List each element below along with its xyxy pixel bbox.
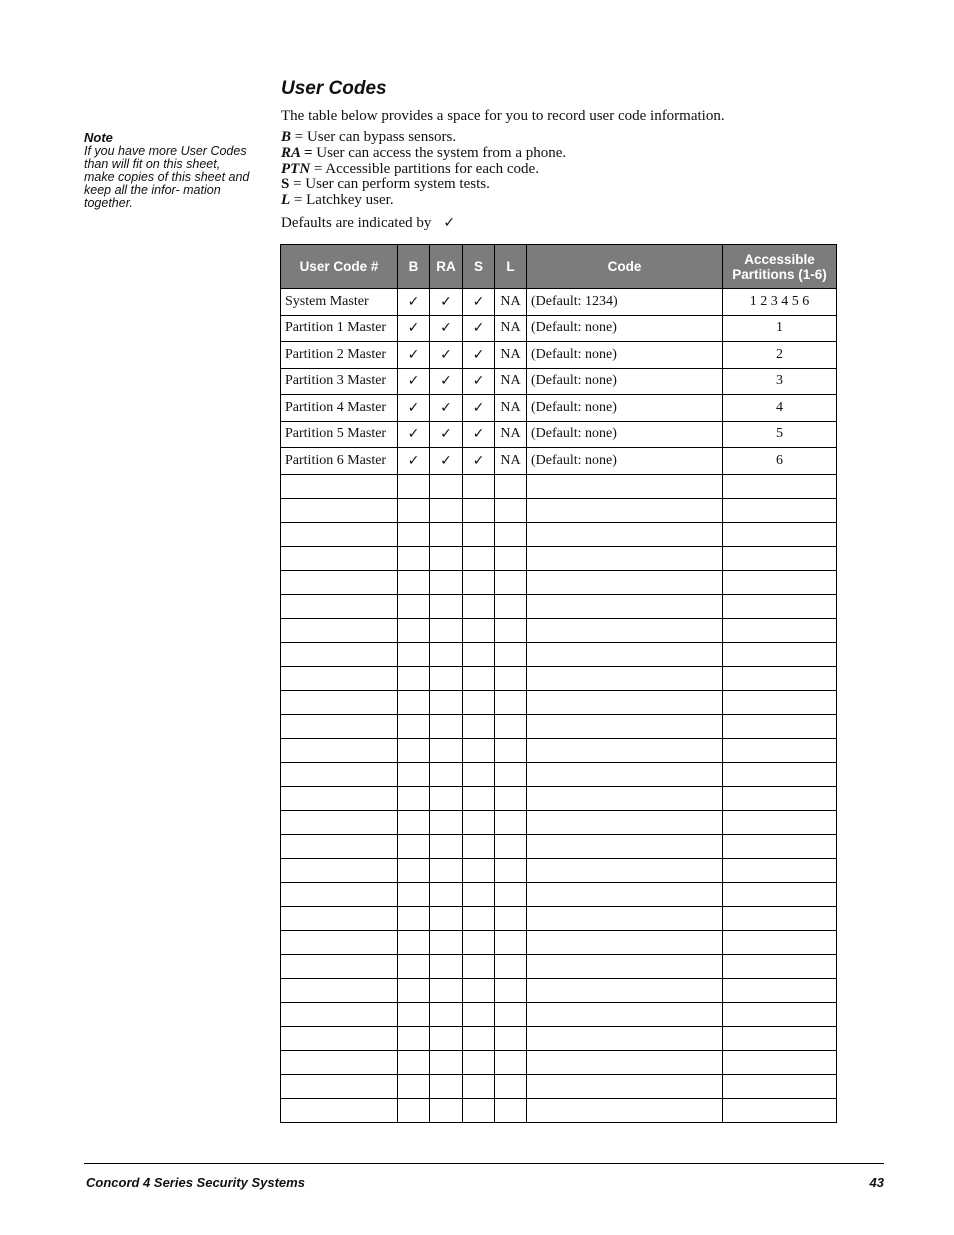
blank-cell-l[interactable] [495, 690, 527, 714]
blank-cell-ra[interactable] [430, 906, 463, 930]
blank-cell-user[interactable] [281, 906, 398, 930]
blank-cell-user[interactable] [281, 738, 398, 762]
blank-cell-ra[interactable] [430, 474, 463, 498]
blank-cell-code[interactable] [527, 498, 723, 522]
legend-item-l: L = Latchkey user. [281, 192, 394, 209]
blank-cell-partitions[interactable] [723, 930, 837, 954]
blank-cell-partitions[interactable] [723, 714, 837, 738]
blank-cell-partitions[interactable] [723, 666, 837, 690]
blank-cell-s[interactable] [463, 858, 495, 882]
blank-cell-b[interactable] [398, 738, 430, 762]
blank-cell-user[interactable] [281, 690, 398, 714]
cell-code: (Default: none) [527, 315, 723, 342]
blank-cell-code[interactable] [527, 1098, 723, 1122]
table-row [281, 448, 837, 475]
blank-cell-b[interactable] [398, 690, 430, 714]
blank-cell-partitions[interactable] [723, 594, 837, 618]
blank-cell-l[interactable] [495, 1074, 527, 1098]
cell-code: (Default: none) [527, 421, 723, 448]
header-user-code: User Code # [281, 245, 398, 289]
blank-cell-l[interactable] [495, 546, 527, 570]
blank-cell-user[interactable] [281, 1026, 398, 1050]
blank-cell-ra[interactable] [430, 762, 463, 786]
cell-b-check-icon: ✓ [398, 448, 430, 475]
blank-cell-code[interactable] [527, 546, 723, 570]
table-row [281, 342, 837, 369]
blank-cell-code[interactable] [527, 690, 723, 714]
cell-b-check-icon: ✓ [398, 315, 430, 342]
cell-user: Partition 4 Master [281, 395, 398, 422]
footer-rule [84, 1163, 884, 1164]
cell-l: NA [495, 395, 527, 422]
cell-b-check-icon: ✓ [398, 421, 430, 448]
blank-cell-code[interactable] [527, 930, 723, 954]
blank-cell-user[interactable] [281, 498, 398, 522]
blank-cell-ra[interactable] [430, 882, 463, 906]
blank-cell-user[interactable] [281, 834, 398, 858]
blank-cell-user[interactable] [281, 954, 398, 978]
blank-cell-s[interactable] [463, 954, 495, 978]
blank-cell-partitions[interactable] [723, 690, 837, 714]
side-note [84, 130, 254, 210]
blank-cell-s[interactable] [463, 834, 495, 858]
blank-cell-b[interactable] [398, 474, 430, 498]
blank-cell-l[interactable] [495, 882, 527, 906]
blank-cell-ra[interactable] [430, 954, 463, 978]
blank-table-row [281, 954, 837, 978]
cell-s-check-icon: ✓ [463, 289, 495, 316]
cell-b-check-icon: ✓ [398, 368, 430, 395]
blank-cell-l[interactable] [495, 930, 527, 954]
blank-table-row [281, 474, 837, 498]
blank-table-row [281, 522, 837, 546]
blank-cell-s[interactable] [463, 618, 495, 642]
blank-cell-ra[interactable] [430, 930, 463, 954]
blank-cell-l[interactable] [495, 858, 527, 882]
blank-cell-l[interactable] [495, 570, 527, 594]
blank-cell-l[interactable] [495, 762, 527, 786]
blank-table-row [281, 498, 837, 522]
table-row [281, 289, 837, 316]
check-icon: ✓ [443, 215, 456, 231]
cell-partitions: 3 [723, 368, 837, 395]
defaults-text: Defaults are indicated by [281, 215, 432, 231]
cell-ra-check-icon: ✓ [430, 342, 463, 369]
note-body: If you have more User Codes than will fit on this sheet, make copies of this sheet and keep all the infor- mation together. [84, 144, 250, 210]
blank-cell-l[interactable] [495, 978, 527, 1002]
blank-table-row [281, 1074, 837, 1098]
blank-cell-code[interactable] [527, 762, 723, 786]
blank-cell-user[interactable] [281, 1098, 398, 1122]
blank-table-row [281, 906, 837, 930]
blank-cell-code[interactable] [527, 642, 723, 666]
blank-cell-partitions[interactable] [723, 906, 837, 930]
blank-cell-user[interactable] [281, 642, 398, 666]
blank-cell-partitions[interactable] [723, 546, 837, 570]
cell-l: NA [495, 315, 527, 342]
blank-table-row [281, 618, 837, 642]
blank-cell-l[interactable] [495, 666, 527, 690]
blank-cell-b[interactable] [398, 1050, 430, 1074]
blank-cell-b[interactable] [398, 498, 430, 522]
blank-cell-l[interactable] [495, 498, 527, 522]
cell-ra-check-icon: ✓ [430, 315, 463, 342]
blank-cell-s[interactable] [463, 594, 495, 618]
legend [281, 130, 566, 209]
blank-cell-partitions[interactable] [723, 642, 837, 666]
blank-cell-s[interactable] [463, 690, 495, 714]
cell-ra-check-icon: ✓ [430, 421, 463, 448]
blank-cell-b[interactable] [398, 546, 430, 570]
blank-cell-code[interactable] [527, 1026, 723, 1050]
blank-cell-s[interactable] [463, 1026, 495, 1050]
blank-table-row [281, 978, 837, 1002]
blank-table-row [281, 570, 837, 594]
cell-code: (Default: none) [527, 368, 723, 395]
blank-cell-user[interactable] [281, 666, 398, 690]
cell-ra-check-icon: ✓ [430, 368, 463, 395]
cell-ra-check-icon: ✓ [430, 448, 463, 475]
page-number: 43 [869, 1175, 884, 1190]
blank-cell-ra[interactable] [430, 810, 463, 834]
blank-cell-ra[interactable] [430, 834, 463, 858]
note-title: Note [84, 130, 113, 145]
blank-cell-user[interactable] [281, 1002, 398, 1026]
cell-b-check-icon: ✓ [398, 395, 430, 422]
cell-user: Partition 2 Master [281, 342, 398, 369]
blank-cell-s[interactable] [463, 522, 495, 546]
blank-cell-partitions[interactable] [723, 474, 837, 498]
blank-table-row [281, 1098, 837, 1122]
blank-cell-b[interactable] [398, 594, 430, 618]
blank-cell-partitions[interactable] [723, 834, 837, 858]
blank-cell-code[interactable] [527, 522, 723, 546]
blank-table-row [281, 834, 837, 858]
blank-cell-user[interactable] [281, 858, 398, 882]
blank-cell-s[interactable] [463, 546, 495, 570]
blank-cell-b[interactable] [398, 570, 430, 594]
blank-cell-s[interactable] [463, 498, 495, 522]
blank-cell-s[interactable] [463, 810, 495, 834]
blank-cell-ra[interactable] [430, 498, 463, 522]
blank-cell-b[interactable] [398, 666, 430, 690]
blank-cell-b[interactable] [398, 810, 430, 834]
blank-table-row [281, 738, 837, 762]
blank-cell-s[interactable] [463, 666, 495, 690]
blank-cell-user[interactable] [281, 1074, 398, 1098]
cell-l: NA [495, 368, 527, 395]
blank-cell-code[interactable] [527, 858, 723, 882]
cell-s-check-icon: ✓ [463, 368, 495, 395]
blank-cell-ra[interactable] [430, 690, 463, 714]
blank-table-row [281, 666, 837, 690]
blank-cell-s[interactable] [463, 762, 495, 786]
blank-cell-s[interactable] [463, 930, 495, 954]
blank-cell-b[interactable] [398, 906, 430, 930]
blank-cell-partitions[interactable] [723, 786, 837, 810]
blank-cell-b[interactable] [398, 618, 430, 642]
blank-cell-code[interactable] [527, 618, 723, 642]
table-row [281, 421, 837, 448]
blank-cell-l[interactable] [495, 1026, 527, 1050]
blank-cell-code[interactable] [527, 1002, 723, 1026]
blank-table-row [281, 858, 837, 882]
blank-cell-l[interactable] [495, 738, 527, 762]
blank-table-row [281, 642, 837, 666]
blank-cell-b[interactable] [398, 642, 430, 666]
blank-cell-b[interactable] [398, 1002, 430, 1026]
table-row [281, 395, 837, 422]
blank-cell-ra[interactable] [430, 858, 463, 882]
blank-cell-user[interactable] [281, 882, 398, 906]
blank-table-row [281, 690, 837, 714]
blank-cell-b[interactable] [398, 714, 430, 738]
blank-cell-l[interactable] [495, 618, 527, 642]
blank-cell-user[interactable] [281, 546, 398, 570]
blank-cell-user[interactable] [281, 522, 398, 546]
blank-cell-user[interactable] [281, 786, 398, 810]
blank-cell-b[interactable] [398, 978, 430, 1002]
blank-cell-ra[interactable] [430, 786, 463, 810]
blank-cell-partitions[interactable] [723, 522, 837, 546]
blank-table-row [281, 930, 837, 954]
blank-cell-s[interactable] [463, 474, 495, 498]
blank-cell-s[interactable] [463, 786, 495, 810]
blank-cell-ra[interactable] [430, 666, 463, 690]
blank-cell-code[interactable] [527, 594, 723, 618]
blank-cell-ra[interactable] [430, 1050, 463, 1074]
blank-table-row [281, 546, 837, 570]
blank-cell-ra[interactable] [430, 1074, 463, 1098]
blank-cell-ra[interactable] [430, 1098, 463, 1122]
page-heading: User Codes [281, 78, 387, 99]
blank-table-row [281, 594, 837, 618]
blank-cell-partitions[interactable] [723, 498, 837, 522]
header-s: S [463, 245, 495, 289]
blank-cell-ra[interactable] [430, 594, 463, 618]
legend-item-ptn: PTN = Accessible partitions for each code. [281, 160, 539, 177]
blank-cell-s[interactable] [463, 642, 495, 666]
table-row [281, 368, 837, 395]
blank-cell-code[interactable] [527, 474, 723, 498]
blank-cell-code[interactable] [527, 1074, 723, 1098]
cell-user: Partition 3 Master [281, 368, 398, 395]
blank-cell-ra[interactable] [430, 570, 463, 594]
blank-cell-code[interactable] [527, 810, 723, 834]
blank-cell-user[interactable] [281, 618, 398, 642]
cell-partitions: 2 [723, 342, 837, 369]
blank-cell-partitions[interactable] [723, 1074, 837, 1098]
header-code: Code [527, 245, 723, 289]
blank-cell-l[interactable] [495, 714, 527, 738]
blank-table-row [281, 786, 837, 810]
blank-table-row [281, 1026, 837, 1050]
blank-table-row [281, 714, 837, 738]
blank-cell-s[interactable] [463, 714, 495, 738]
blank-cell-ra[interactable] [430, 978, 463, 1002]
blank-cell-l[interactable] [495, 786, 527, 810]
blank-cell-s[interactable] [463, 738, 495, 762]
cell-s-check-icon: ✓ [463, 421, 495, 448]
legend-item-ra: RA = User can access the system from a phone. [281, 144, 567, 161]
cell-l: NA [495, 289, 527, 316]
cell-user: Partition 5 Master [281, 421, 398, 448]
defaults-line [281, 215, 455, 232]
blank-cell-b[interactable] [398, 834, 430, 858]
blank-cell-partitions[interactable] [723, 1026, 837, 1050]
blank-cell-b[interactable] [398, 762, 430, 786]
cell-code: (Default: none) [527, 448, 723, 475]
cell-partitions: 6 [723, 448, 837, 475]
blank-cell-s[interactable] [463, 1074, 495, 1098]
cell-l: NA [495, 421, 527, 448]
blank-cell-l[interactable] [495, 954, 527, 978]
cell-l: NA [495, 342, 527, 369]
blank-cell-partitions[interactable] [723, 1098, 837, 1122]
blank-cell-ra[interactable] [430, 1026, 463, 1050]
blank-table-row [281, 882, 837, 906]
blank-cell-b[interactable] [398, 882, 430, 906]
header-b: B [398, 245, 430, 289]
blank-cell-user[interactable] [281, 930, 398, 954]
blank-cell-ra[interactable] [430, 1002, 463, 1026]
header-partitions: Accessible Partitions (1-6) [723, 245, 837, 289]
cell-s-check-icon: ✓ [463, 315, 495, 342]
blank-cell-partitions[interactable] [723, 738, 837, 762]
blank-cell-code[interactable] [527, 882, 723, 906]
cell-ra-check-icon: ✓ [430, 395, 463, 422]
blank-cell-code[interactable] [527, 834, 723, 858]
blank-cell-partitions[interactable] [723, 978, 837, 1002]
blank-cell-s[interactable] [463, 1050, 495, 1074]
blank-cell-l[interactable] [495, 906, 527, 930]
blank-cell-partitions[interactable] [723, 570, 837, 594]
blank-cell-code[interactable] [527, 1050, 723, 1074]
blank-cell-b[interactable] [398, 522, 430, 546]
blank-cell-code[interactable] [527, 714, 723, 738]
blank-cell-ra[interactable] [430, 618, 463, 642]
user-codes-table [280, 244, 837, 1123]
cell-s-check-icon: ✓ [463, 395, 495, 422]
blank-cell-code[interactable] [527, 978, 723, 1002]
blank-cell-partitions[interactable] [723, 810, 837, 834]
footer-title: Concord 4 Series Security Systems [86, 1175, 305, 1190]
cell-code: (Default: none) [527, 342, 723, 369]
cell-s-check-icon: ✓ [463, 342, 495, 369]
legend-item-s: S = User can perform system tests. [281, 176, 490, 193]
blank-cell-b[interactable] [398, 1026, 430, 1050]
blank-cell-code[interactable] [527, 954, 723, 978]
legend-item-b: B = User can bypass sensors. [281, 129, 457, 145]
blank-cell-user[interactable] [281, 594, 398, 618]
blank-cell-partitions[interactable] [723, 1002, 837, 1026]
cell-partitions: 1 [723, 315, 837, 342]
blank-cell-user[interactable] [281, 714, 398, 738]
blank-cell-partitions[interactable] [723, 1050, 837, 1074]
cell-user: Partition 1 Master [281, 315, 398, 342]
blank-cell-ra[interactable] [430, 738, 463, 762]
blank-cell-ra[interactable] [430, 546, 463, 570]
blank-cell-l[interactable] [495, 1050, 527, 1074]
cell-partitions: 1 2 3 4 5 6 [723, 289, 837, 316]
blank-cell-b[interactable] [398, 1074, 430, 1098]
cell-s-check-icon: ✓ [463, 448, 495, 475]
blank-cell-partitions[interactable] [723, 954, 837, 978]
table-row [281, 315, 837, 342]
blank-cell-b[interactable] [398, 786, 430, 810]
blank-cell-s[interactable] [463, 906, 495, 930]
blank-cell-partitions[interactable] [723, 858, 837, 882]
blank-cell-code[interactable] [527, 906, 723, 930]
blank-cell-l[interactable] [495, 594, 527, 618]
blank-cell-b[interactable] [398, 930, 430, 954]
blank-cell-b[interactable] [398, 1098, 430, 1122]
cell-code: (Default: 1234) [527, 289, 723, 316]
blank-cell-user[interactable] [281, 1050, 398, 1074]
blank-cell-s[interactable] [463, 978, 495, 1002]
blank-cell-code[interactable] [527, 570, 723, 594]
blank-table-row [281, 1050, 837, 1074]
cell-b-check-icon: ✓ [398, 289, 430, 316]
blank-cell-user[interactable] [281, 810, 398, 834]
blank-cell-code[interactable] [527, 666, 723, 690]
cell-l: NA [495, 448, 527, 475]
blank-cell-user[interactable] [281, 762, 398, 786]
blank-table-row [281, 762, 837, 786]
blank-cell-s[interactable] [463, 570, 495, 594]
blank-cell-code[interactable] [527, 738, 723, 762]
blank-table-row [281, 1002, 837, 1026]
table-header-row [281, 245, 837, 289]
blank-cell-partitions[interactable] [723, 882, 837, 906]
blank-cell-user[interactable] [281, 474, 398, 498]
blank-cell-ra[interactable] [430, 642, 463, 666]
blank-cell-user[interactable] [281, 570, 398, 594]
cell-partitions: 5 [723, 421, 837, 448]
header-ra: RA [430, 245, 463, 289]
blank-cell-l[interactable] [495, 1002, 527, 1026]
blank-cell-l[interactable] [495, 474, 527, 498]
blank-cell-user[interactable] [281, 978, 398, 1002]
blank-cell-ra[interactable] [430, 522, 463, 546]
blank-cell-partitions[interactable] [723, 762, 837, 786]
blank-cell-s[interactable] [463, 1002, 495, 1026]
blank-cell-s[interactable] [463, 882, 495, 906]
cell-code: (Default: none) [527, 395, 723, 422]
cell-b-check-icon: ✓ [398, 342, 430, 369]
blank-cell-partitions[interactable] [723, 618, 837, 642]
cell-user: Partition 6 Master [281, 448, 398, 475]
blank-cell-b[interactable] [398, 954, 430, 978]
blank-cell-l[interactable] [495, 1098, 527, 1122]
blank-cell-l[interactable] [495, 522, 527, 546]
header-l: L [495, 245, 527, 289]
blank-table-row [281, 810, 837, 834]
blank-cell-s[interactable] [463, 1098, 495, 1122]
blank-cell-l[interactable] [495, 642, 527, 666]
blank-cell-l[interactable] [495, 834, 527, 858]
blank-cell-b[interactable] [398, 858, 430, 882]
blank-cell-l[interactable] [495, 810, 527, 834]
cell-partitions: 4 [723, 395, 837, 422]
blank-cell-code[interactable] [527, 786, 723, 810]
blank-cell-ra[interactable] [430, 714, 463, 738]
intro-text: The table below provides a space for you to record user code information. [281, 108, 725, 124]
cell-user: System Master [281, 289, 398, 316]
cell-ra-check-icon: ✓ [430, 289, 463, 316]
